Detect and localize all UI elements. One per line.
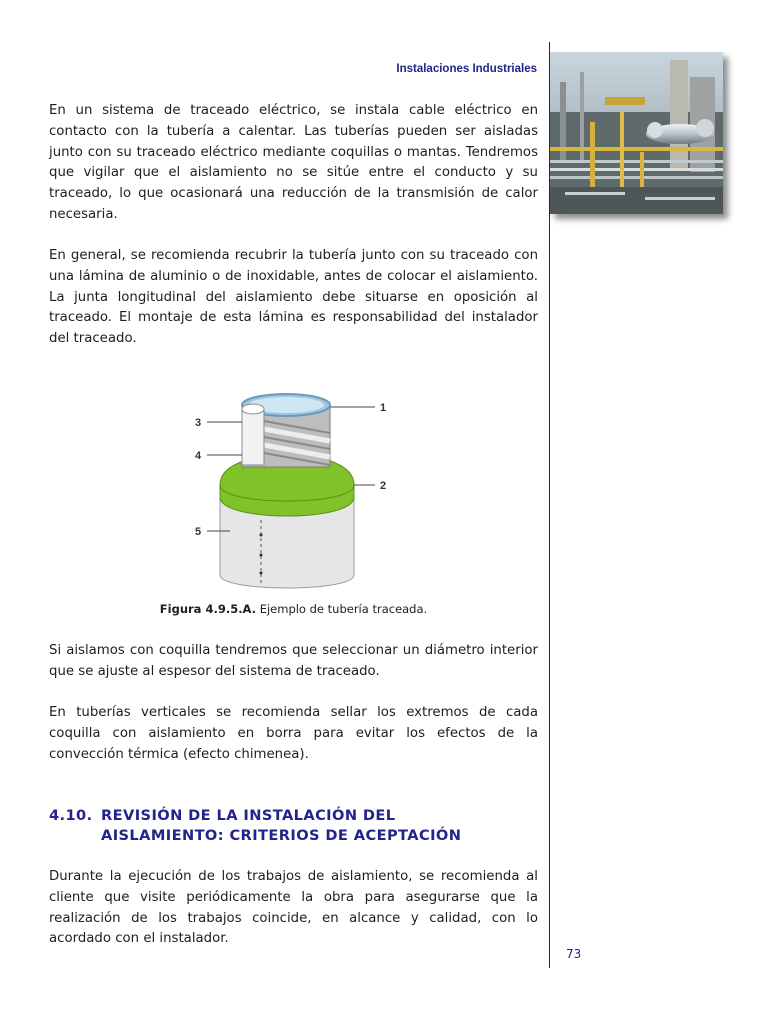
page-number: 73: [566, 947, 582, 961]
figure-label-5: 5: [195, 526, 202, 538]
section-title-line2: AISLAMIENTO: CRITERIOS DE ACEPTACIÓN: [101, 827, 462, 844]
paragraph-tuberias-verticales: En tuberías verticales se recomienda sellar los extremos de cada coquilla con aislamiento en borra para evitar los efectos de la convección térmica (efecto chimenea).: [49, 705, 538, 762]
figure-label-1: 1: [380, 402, 387, 414]
section-title-line1: REVISIÓN DE LA INSTALACIÓN DEL: [101, 807, 396, 824]
figure-caption: [49, 602, 538, 616]
section-heading: [49, 806, 538, 846]
figure-caption-text: Ejemplo de tubería traceada.: [259, 602, 428, 616]
figure-label-3: 3: [195, 417, 202, 429]
figure-label-4: 4: [195, 450, 202, 462]
running-header: Instalaciones Industriales: [396, 63, 537, 75]
traced-pipe-figure: [190, 385, 400, 590]
section-number: 4.10.: [49, 807, 93, 824]
figure-caption-label: Figura 4.9.5.A.: [159, 602, 257, 616]
paragraph-lamina-aluminio: En general, se recomienda recubrir la tubería junto con su traceado con una lámina de aluminio o de inoxidable, antes de colocar el aislamiento. La junta longitudinal del aislamiento debe situarse en oposición al traceado. El montaje de esta lámina es responsabilidad del instalador del traceado.: [49, 248, 538, 347]
industrial-plant-photo: [550, 52, 723, 214]
figure-label-2: 2: [380, 480, 387, 492]
paragraph-revision: Durante la ejecución de los trabajos de aislamiento, se recomienda al cliente que visite periódicamente la obra para asegurarse que la realización de los trabajos coincide, en alcance y calidad, con lo acordado con el instalador.: [49, 869, 538, 947]
paragraph-traceado-electrico: En un sistema de traceado eléctrico, se instala cable eléctrico en contacto con la tubería a calentar. Las tuberías pueden ser aisladas junto con su traceado eléctrico mediante coquillas o mantas. Tendremos que vigilar que el aislamiento no se sitúe entre el conducto y su traceado, lo que ocasionará una reducción de la transmisión de calor necesaria.: [49, 103, 538, 222]
paragraph-coquilla: Si aislamos con coquilla tendremos que seleccionar un diámetro interior que se ajuste al espesor del sistema de traceado.: [49, 643, 538, 679]
